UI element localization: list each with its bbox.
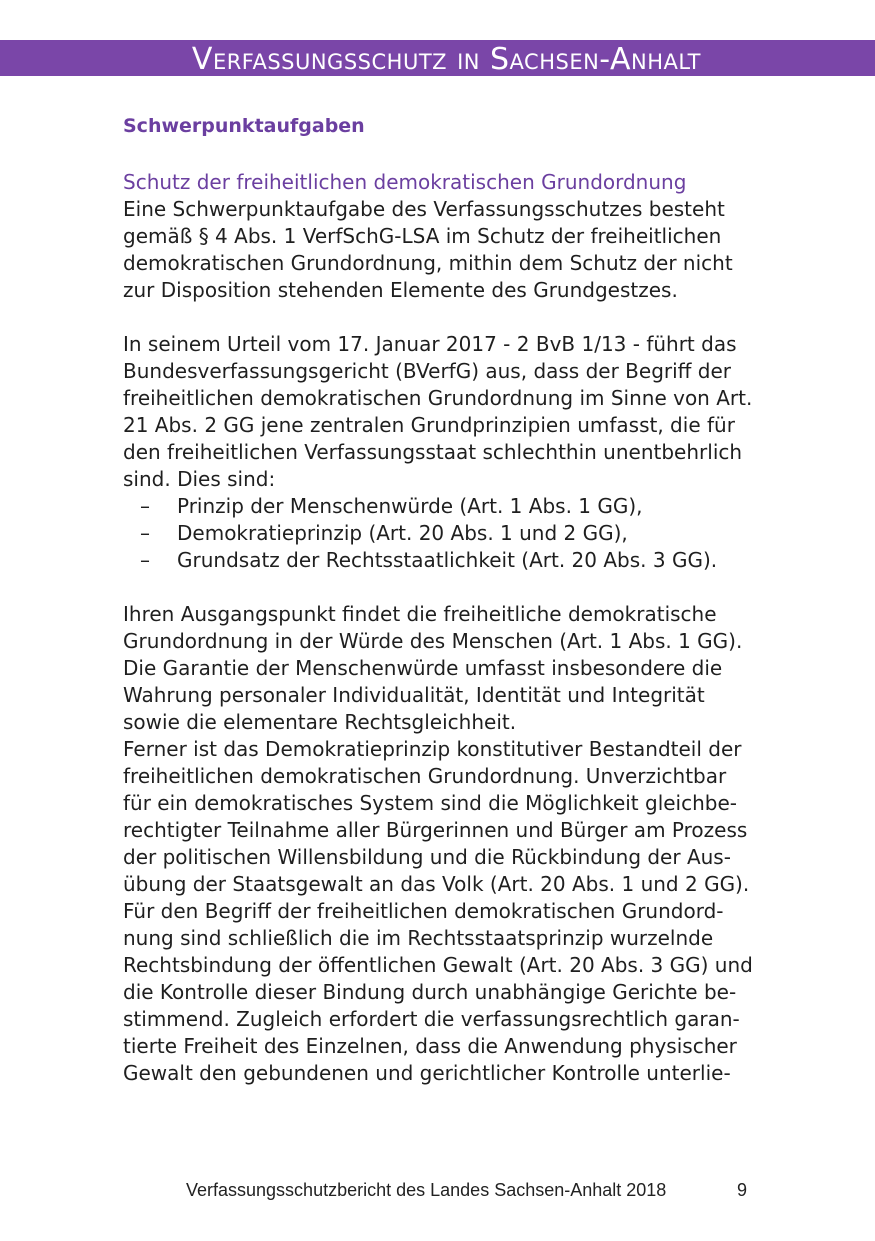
text-line: freiheitlichen demokratischen Grundordnung im Sinne von Art.: [123, 386, 753, 410]
paragraph-2: [123, 331, 763, 493]
text-line: der politischen Willensbildung und die Rückbindung der Aus-: [123, 845, 731, 869]
text-line: stimmend. Zugleich erfordert die verfassungsrechtlich garan-: [123, 1007, 740, 1031]
text-line: Gewalt den gebundenen und gerichtlicher Kontrolle unterlie-: [123, 1061, 731, 1085]
text-line: sowie die elementare Rechtsgleichheit.: [123, 710, 517, 734]
text-line: den freiheitlichen Verfassungsstaat schlechthin unentbehrlich: [123, 440, 743, 464]
dash-bullet: –: [140, 548, 150, 572]
text-line: Bundesverfassungsgericht (BVerfG) aus, dass der Begriff der: [123, 359, 732, 383]
text-line: Ferner ist das Demokratieprinzip konstitutiver Bestandteil der: [123, 737, 742, 761]
text-line: Rechtsbindung der öffentlichen Gewalt (Art. 20 Abs. 3 GG) und: [123, 953, 753, 977]
page-title: Verfassungsschutz in Sachsen-Anhalt: [191, 42, 701, 77]
text-line: Eine Schwerpunktaufgabe des Verfassungsschutzes besteht: [123, 197, 725, 221]
text-line: die Kontrolle dieser Bindung durch unabhängige Gerichte be-: [123, 980, 737, 1004]
text-line: für ein demokratisches System sind die Möglichkeit gleichbe-: [123, 791, 738, 815]
list-item-text: Demokratieprinzip (Art. 20 Abs. 1 und 2 GG),: [177, 521, 628, 545]
text-line: sind. Dies sind:: [123, 467, 276, 491]
text-line: nung sind schließlich die im Rechtsstaatsprinzip wurzelnde: [123, 926, 714, 950]
text-line: gemäß § 4 Abs. 1 VerfSchG-LSA im Schutz der freiheitlichen: [123, 224, 722, 248]
text-line: übung der Staatsgewalt an das Volk (Art. 20 Abs. 1 und 2 GG).: [123, 872, 750, 896]
text-line: zur Disposition stehenden Elemente des Grundgestzes.: [123, 278, 678, 302]
text-line: rechtigter Teilnahme aller Bürgerinnen und Bürger am Prozess: [123, 818, 748, 842]
text-line: 21 Abs. 2 GG jene zentralen Grundprinzipien umfasst, die für: [123, 413, 735, 437]
text-line: Für den Begriff der freiheitlichen demokratischen Grundord-: [123, 899, 724, 923]
list-item-text: Grundsatz der Rechtsstaatlichkeit (Art. 20 Abs. 3 GG).: [177, 548, 718, 572]
text-line: Die Garantie der Menschenwürde umfasst insbesondere die: [123, 656, 723, 680]
text-line: Wahrung personaler Individualität, Identität und Integrität: [123, 683, 705, 707]
paragraph-3: [123, 601, 763, 1087]
header-banner: [0, 40, 875, 76]
text-line: freiheitlichen demokratischen Grundordnung. Unverzichtbar: [123, 764, 727, 788]
list-item: [123, 547, 763, 574]
section-heading: Schwerpunktaufgaben: [123, 115, 365, 137]
text-line: tierte Freiheit des Einzelnen, dass die Anwendung physischer: [123, 1034, 737, 1058]
footer-text: Verfassungsschutzbericht des Landes Sachsen-Anhalt 2018: [186, 1180, 667, 1200]
dash-bullet: –: [140, 494, 150, 518]
text-line: Ihren Ausgangspunkt findet die freiheitliche demokratische: [123, 602, 717, 626]
list-item: [123, 493, 763, 520]
main-content: [123, 113, 763, 1087]
paragraph-1: [123, 196, 763, 304]
list-item-text: Prinzip der Menschenwürde (Art. 1 Abs. 1 GG),: [177, 494, 643, 518]
page-number: 9: [737, 1180, 748, 1200]
text-line: demokratischen Grundordnung, mithin dem Schutz der nicht: [123, 251, 733, 275]
principles-list: [123, 493, 763, 574]
list-item: [123, 520, 763, 547]
text-line: In seinem Urteil vom 17. Januar 2017 - 2 BvB 1/13 - führt das: [123, 332, 737, 356]
section-subheading: Schutz der freiheitlichen demokratischen Grundordnung: [123, 170, 687, 194]
text-line: Grundordnung in der Würde des Menschen (Art. 1 Abs. 1 GG).: [123, 629, 743, 653]
dash-bullet: –: [140, 521, 150, 545]
